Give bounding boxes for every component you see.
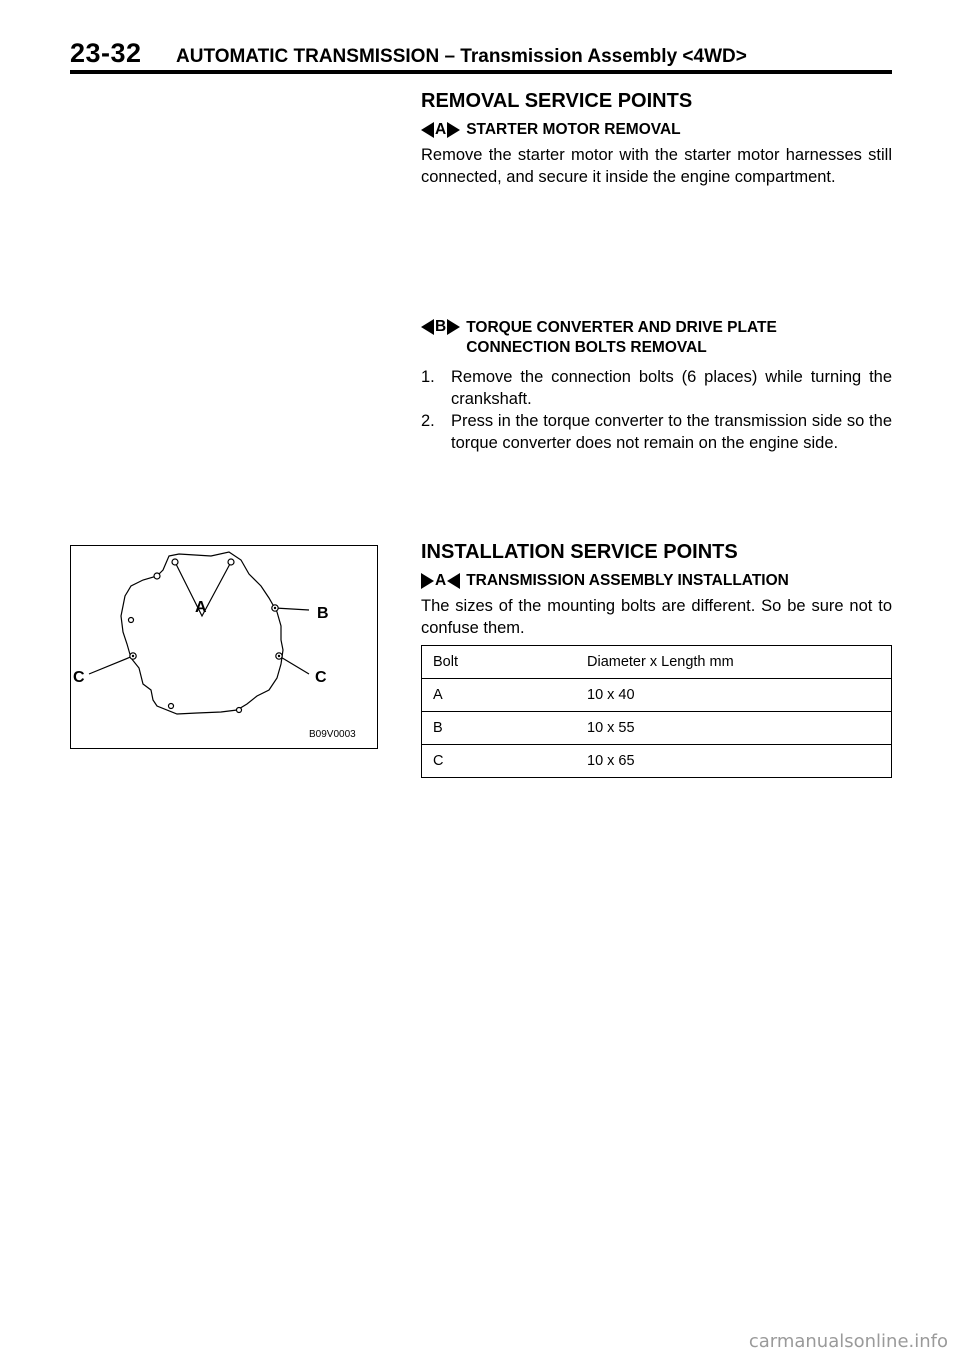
removal-heading-block [421,90,892,113]
figure-code: B09V0003 [309,729,356,740]
table-row: C 10 x 65 [422,745,892,778]
removal-b-title-line1: TORQUE CONVERTER AND DRIVE PLATE [466,319,777,336]
list-item: 1. Remove the connection bolts (6 places) while turning the crankshaft. [421,368,892,408]
header-rule [70,70,892,74]
label-b: B [317,605,329,622]
left-triangle-icon [421,319,434,335]
removal-mark-a: A [421,121,460,139]
removal-b-steps [421,366,892,454]
removal-b-title-row [421,318,892,358]
installation-heading-block [421,541,892,564]
label-c-left: C [73,669,85,686]
bolt-location-figure [70,545,378,749]
right-triangle-icon [421,573,434,589]
page-title: AUTOMATIC TRANSMISSION – Transmission Assembly <4WD> [176,46,747,67]
removal-a-text: Remove the starter motor with the starter motor harnesses still connected, and secure it inside the engine compartment. [421,146,892,186]
page-number: 23-32 [70,38,142,68]
left-triangle-icon [447,573,460,589]
right-triangle-icon [447,319,460,335]
column-header-bolt: Bolt [422,646,577,679]
column-header-size: Diameter x Length mm [576,646,892,679]
watermark: carmanualsonline.info [748,1331,948,1352]
bolt-size-table [421,645,892,778]
installation-a-title-row [421,572,892,590]
left-triangle-icon [421,122,434,138]
installation-mark-a: A [421,572,460,590]
installation-heading: INSTALLATION SERVICE POINTS [421,541,738,563]
installation-a-section [421,572,892,639]
right-triangle-icon [447,122,460,138]
table-header-row [422,646,892,679]
removal-heading: REMOVAL SERVICE POINTS [421,90,693,112]
removal-a-title-row [421,121,892,139]
removal-b-section [421,318,892,454]
table-row: B 10 x 55 [422,712,892,745]
removal-b-title-line2: CONNECTION BOLTS REMOVAL [466,339,707,356]
removal-a-section [421,121,892,188]
label-a: A [195,599,207,616]
removal-a-title: STARTER MOTOR REMOVAL [466,121,681,138]
installation-a-text: The sizes of the mounting bolts are different. So be sure not to confuse them. [421,597,892,637]
transmission-housing-diagram [71,546,377,748]
removal-mark-b: B [421,318,460,336]
list-item: 2. Press in the torque converter to the transmission side so the torque converter does not remain on the engine side. [421,412,892,452]
installation-a-title: TRANSMISSION ASSEMBLY INSTALLATION [466,572,789,589]
label-c-right: C [315,669,327,686]
table-row: A 10 x 40 [422,679,892,712]
